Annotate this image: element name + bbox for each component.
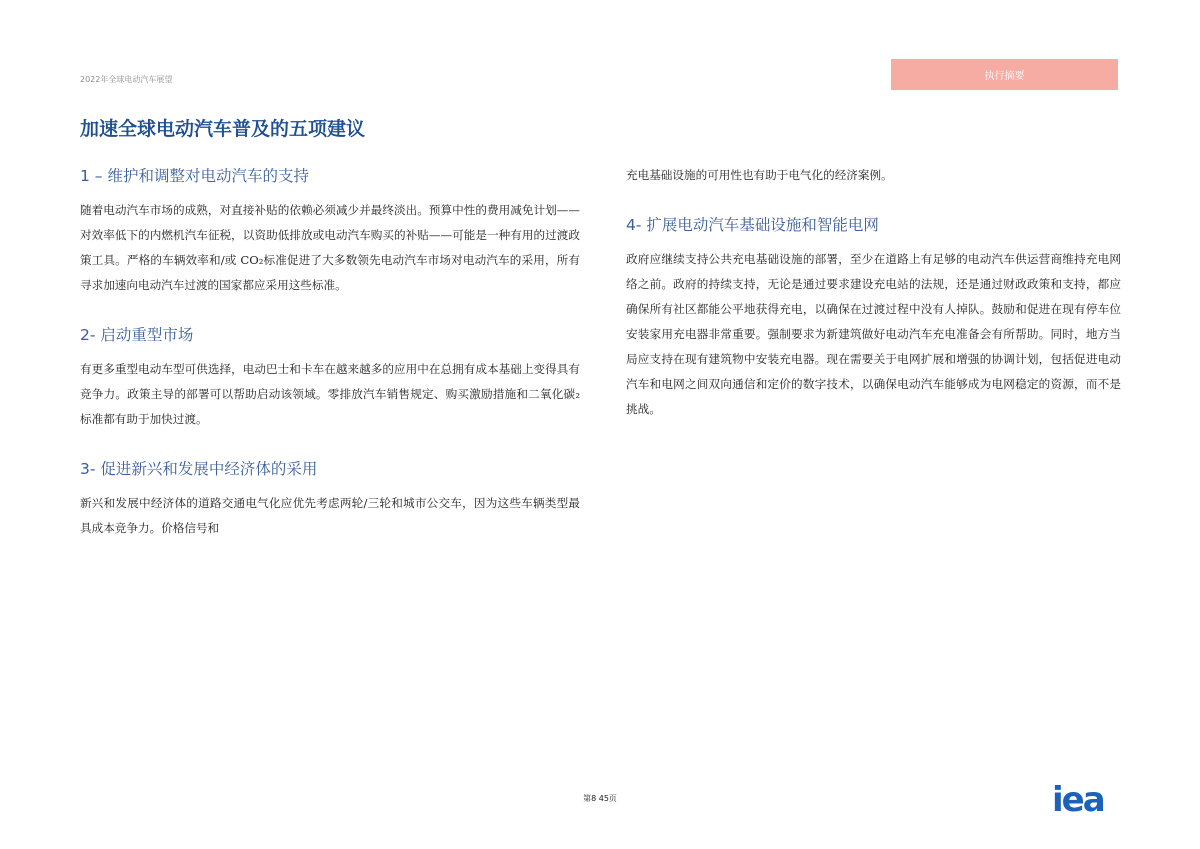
iea-logo[interactable]: iea xyxy=(1052,780,1104,820)
recommendation-3-continuation: 充电基础设施的可用性也有助于电气化的经济案例。 xyxy=(626,168,893,182)
recommendation-4-heading: 4- 扩展电动汽车基础设施和智能电网 xyxy=(626,216,879,234)
recommendation-1-heading: 1 – 维护和调整对电动汽车的支持 xyxy=(80,167,309,185)
left-column xyxy=(80,163,580,565)
recommendation-2-body: 有更多重型电动车型可供选择，电动巴士和卡车在越来越多的应用中在总拥有成本基础上变得具有竞争力。政策主导的部署可以帮助启动该领域。零排放汽车销售规定、购买激励措施和二氧化碳₂标准都有助于加快过渡。 xyxy=(80,362,580,426)
recommendation-1-body: 随着电动汽车市场的成熟，对直接补贴的依赖必须减少并最终淡出。预算中性的费用减免计划——对效率低下的内燃机汽车征税，以资助低排放或电动汽车购买的补贴——可能是一种有用的过渡政策工具。严格的车辆效率和/或 CO₂标准促进了大多数领先电动汽车市场对电动汽车的采用，所有寻求加速向电动汽车过渡的国家都应采用这些标准。 xyxy=(80,203,580,292)
right-column xyxy=(626,163,1121,446)
section-tab-executive-summary[interactable]: 执行摘要 xyxy=(891,59,1118,90)
recommendation-4-body: 政府应继续支持公共充电基础设施的部署，至少在道路上有足够的电动汽车供运营商维持充电网络之前。政府的持续支持，无论是通过要求建设充电站的法规，还是通过财政政策和支持，都应确保所有社区都能公平地获得充电，以确保在过渡过程中没有人掉队。鼓励和促进在现有停车位安装家用充电器非常重要。强制要求为新建筑做好电动汽车充电准备会有所帮助。同时，地方当局应支持在现有建筑物中安装充电器。现在需要关于电网扩展和增强的协调计划，包括促进电动汽车和电网之间双向通信和定价的数字技术，以确保电动汽车能够成为电网稳定的资源，而不是挑战。 xyxy=(626,252,1121,416)
page-title: 加速全球电动汽车普及的五项建议 xyxy=(80,118,366,140)
recommendation-3-body: 新兴和发展中经济体的道路交通电气化应优先考虑两轮/三轮和城市公交车，因为这些车辆类型最具成本竞争力。价格信号和 xyxy=(80,496,580,535)
recommendation-3-heading: 3- 促进新兴和发展中经济体的采用 xyxy=(80,460,318,478)
page-number: 第8 45页 xyxy=(583,794,617,803)
report-title: 2022年全球电动汽车展望 xyxy=(80,75,173,84)
recommendation-2-heading: 2- 启动重型市场 xyxy=(80,326,194,344)
